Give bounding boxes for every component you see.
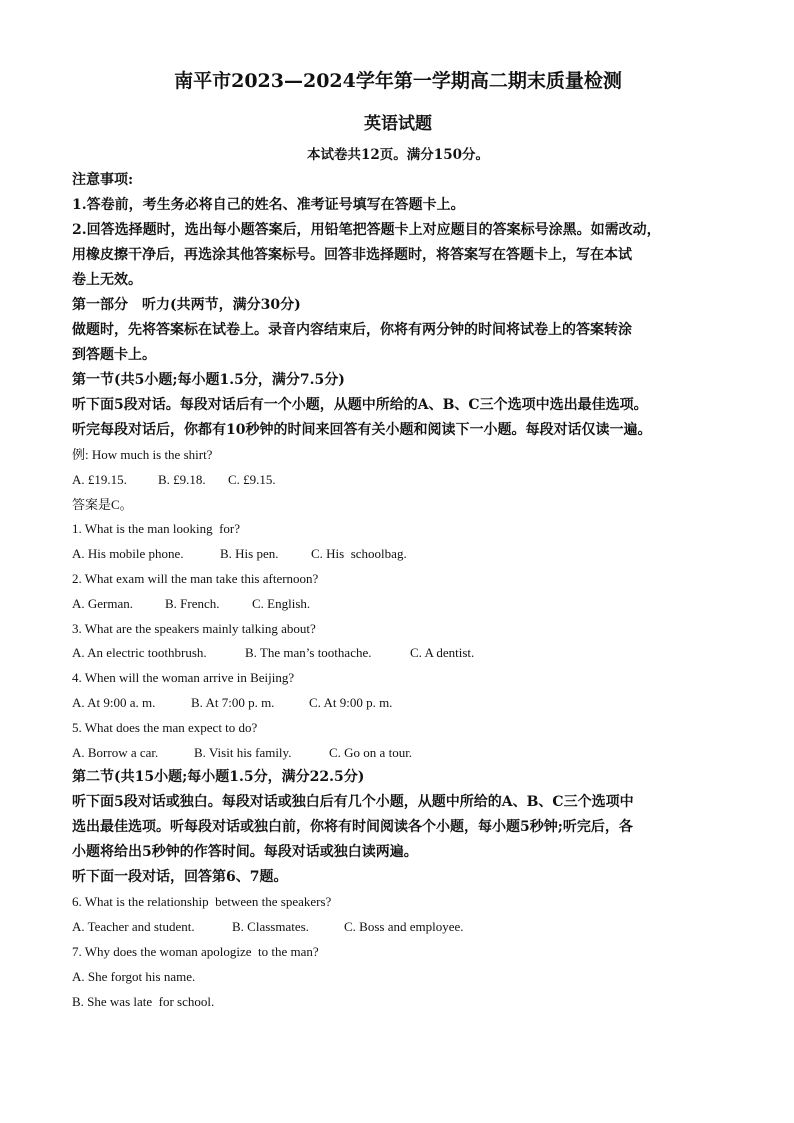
notes-item-2-line-3: 卷上无效。 xyxy=(72,272,142,288)
example-answer: 答案是C。 xyxy=(72,496,133,512)
option-a: A. Borrow a car. xyxy=(72,744,159,760)
question-2-options xyxy=(72,592,724,617)
section1-instruction-line-1: 听下面5段对话。每段对话后有一个小题，从题中所给的A、B、C三个选项中选出最佳选项。 xyxy=(72,397,648,413)
example-options xyxy=(72,468,724,493)
question-7-option-a: A. She forgot his name. xyxy=(72,968,196,984)
section2-instruction-line-3: 小题将给出5秒钟的作答时间。每段对话或独白读两遍。 xyxy=(72,844,418,861)
option-a: A. An electric toothbrush. xyxy=(72,645,207,661)
question-7: 7. Why does the woman apologize to the man? xyxy=(72,943,319,959)
option-b: B. Visit his family. xyxy=(194,744,292,760)
option-c: C. His schoolbag. xyxy=(311,546,407,562)
notes-heading: 注意事项: xyxy=(72,172,134,188)
notes-item-2-line-1: 2.回答选择题时，选出每小题答案后，用铅笔把答题卡上对应题目的答案标号涂黑。如需改动， xyxy=(72,222,661,238)
part1-instruction-line-1: 做题时，先将答案标在试卷上。录音内容结束后，你将有两分钟的时间将试卷上的答案转涂 xyxy=(72,322,632,338)
part1-heading: 第一部分 听力(共两节，满分30分) xyxy=(72,297,301,313)
exam-title: 南平市2023—2024学年第一学期高二期末质量检测 xyxy=(174,70,622,92)
option-b: B. The man’s toothache. xyxy=(245,645,372,661)
option-a: A. At 9:00 a. m. xyxy=(72,694,156,710)
question-7-option-b: B. She was late for school. xyxy=(72,993,215,1009)
question-1-options xyxy=(72,542,724,567)
notes-item-1: 1.答卷前，考生务必将自己的姓名、准考证号填写在答题卡上。 xyxy=(72,197,465,213)
option-c: C. At 9:00 p. m. xyxy=(309,694,393,710)
example-question: 例: How much is the shirt? xyxy=(72,447,213,462)
option-c: C. English. xyxy=(252,595,311,611)
question-5-options xyxy=(72,741,724,766)
option-a: A. His mobile phone. xyxy=(72,546,184,562)
option-b: B. His pen. xyxy=(220,546,279,562)
question-3-options xyxy=(72,641,724,666)
option-b: B. French. xyxy=(165,595,220,611)
exam-page xyxy=(72,66,724,1014)
group-instruction: 听下面一段对话，回答第6、7题。 xyxy=(72,869,288,886)
question-2: 2. What exam will the man take this afternoon? xyxy=(72,570,319,586)
option-c: C. Go on a tour. xyxy=(329,744,413,760)
question-4: 4. When will the woman arrive in Beijing? xyxy=(72,670,295,686)
section2-instruction-line-1: 听下面5段对话或独白。每段对话或独白后有几个小题，从题中所给的A、B、C三个选项中 xyxy=(72,794,634,811)
notes-item-2-line-2: 用橡皮擦干净后，再选涂其他答案标号。回答非选择题时，将答案写在答题卡上，写在本试 xyxy=(72,247,632,263)
question-5: 5. What does the man expect to do? xyxy=(72,719,258,735)
question-3: 3. What are the speakers mainly talking about? xyxy=(72,620,316,636)
section2-heading: 第二节(共15小题;每小题1.5分，满分22.5分) xyxy=(72,769,365,786)
exam-info: 本试卷共12页。满分150分。 xyxy=(307,147,489,163)
example-option-c: C. £9.15. xyxy=(228,471,276,487)
option-a: A. Teacher and student. xyxy=(72,919,195,935)
section2-instruction-line-2: 选出最佳选项。听每段对话或独白前，你将有时间阅读各个小题，每小题5秒钟;听完后，各 xyxy=(72,819,633,836)
section1-heading: 第一节(共5小题;每小题1.5分，满分7.5分) xyxy=(72,372,345,388)
option-a: A. German. xyxy=(72,595,134,611)
question-6-options xyxy=(72,915,724,940)
section1-instruction-line-2: 听完每段对话后，你都有10秒钟的时间来回答有关小题和阅读下一小题。每段对话仅读一遍。 xyxy=(72,422,652,438)
option-b: B. Classmates. xyxy=(232,919,309,935)
option-b: B. At 7:00 p. m. xyxy=(191,694,275,710)
example-option-b: B. £9.18. xyxy=(158,471,206,487)
question-6: 6. What is the relationship between the speakers? xyxy=(72,894,332,910)
option-c: C. Boss and employee. xyxy=(344,919,464,935)
question-1: 1. What is the man looking for? xyxy=(72,521,241,537)
question-4-options xyxy=(72,691,724,716)
option-c: C. A dentist. xyxy=(410,645,475,661)
part1-instruction-line-2: 到答题卡上。 xyxy=(72,347,156,363)
example-option-a: A. £19.15. xyxy=(72,471,127,487)
exam-subject: 英语试题 xyxy=(364,114,432,134)
